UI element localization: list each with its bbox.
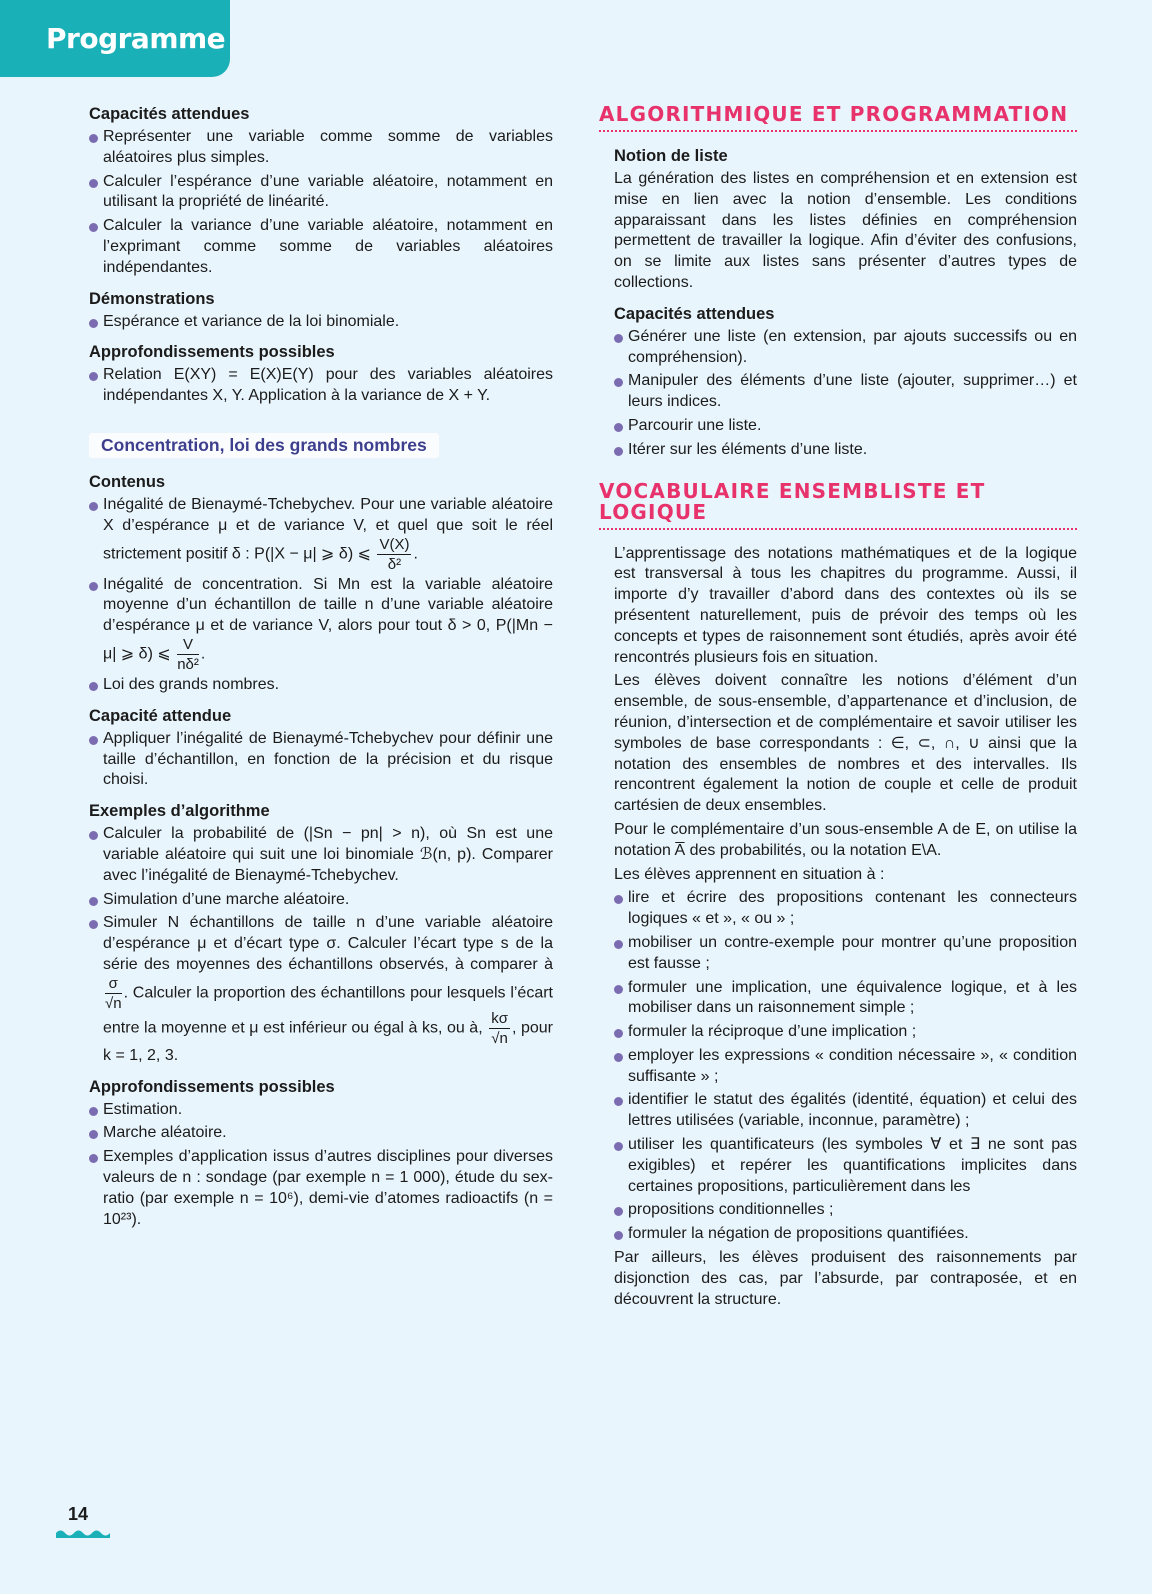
vocab-section-title: VOCABULAIRE ENSEMBLISTE ET LOGIQUE	[599, 481, 1077, 530]
approfondissements-heading: Approfondissements possibles	[89, 343, 335, 362]
contenus-heading: Contenus	[89, 472, 166, 491]
vocab-paragraph: Pour le complémentaire d’un sous-ensemble A de E, on utilise la notation A̅ des probabilités, ou la notation E\A.	[614, 820, 1077, 859]
list-item: Parcourir une liste.	[614, 416, 1077, 437]
list-item: Représenter une variable comme somme de variables aléatoires plus simples.	[89, 127, 553, 169]
list-item: mobiliser un contre-exemple pour montrer qu’une proposition est fausse ;	[614, 933, 1077, 975]
contenus-block	[89, 472, 553, 696]
vocab-list	[614, 888, 1077, 1245]
list-item: formuler la réciproque d’une implication ;	[614, 1022, 1077, 1043]
list-item: Itérer sur les éléments d’une liste.	[614, 440, 1077, 461]
list-item: Calculer la probabilité de (|Sn − pn| > n), où Sn est une variable aléatoire qui suit une loi binomiale ℬ(n, p). Comparer avec l’inégalité de Bienaymé-Tchebychev.	[89, 824, 553, 886]
fraction-numerator: V(X)	[379, 535, 410, 553]
section-tab: Programme	[0, 0, 230, 77]
concentration-text: Inégalité de concentration. Si Mn est la variable aléatoire moyenne d’un échantillon de taille n d’une variable aléatoire d’espérance μ et de variance V, alors pour tout δ > 0, P(|Mn − μ| ⩾ δ) ⩽	[103, 575, 553, 663]
capacite-attendue-heading: Capacité attendue	[89, 706, 232, 725]
fraction-denominator: √n	[105, 994, 122, 1012]
simulation-text: Simuler N échantillons de taille n d’une variable aléatoire d’espérance μ et d’écart type σ. Calculer l’écart type s de la série des moyennes des échantillons observés, à comparer à	[103, 914, 553, 973]
list-item: Calculer l’espérance d’une variable aléatoire, notamment en utilisant la propriété de linéarité.	[89, 172, 553, 214]
capacites-heading: Capacités attendues	[89, 105, 250, 123]
subsection-title: Concentration, loi des grands nombres	[89, 433, 439, 458]
fraction-numerator: V	[177, 637, 199, 655]
demonstrations-block	[89, 289, 553, 333]
list-item: identifier le statut des égalités (identité, équation) et celui des lettres utilisées (variable, inconnue, paramètre) ;	[614, 1090, 1077, 1132]
fraction-numerator: σ	[105, 976, 122, 994]
algo-section-title: ALGORITHMIQUE ET PROGRAMMATION	[599, 104, 1077, 132]
list-item: Marche aléatoire.	[89, 1123, 553, 1144]
list-item: Simulation d’une marche aléatoire.	[89, 890, 553, 911]
notion-block	[614, 146, 1077, 294]
fraction	[377, 537, 411, 572]
capacite-attendue-block	[89, 706, 553, 791]
demonstrations-heading: Démonstrations	[89, 289, 215, 308]
left-column	[89, 104, 553, 1240]
fraction	[177, 637, 199, 672]
list-item: formuler la négation de propositions quantifiées.	[614, 1224, 1077, 1245]
list-item: Inégalité de concentration. Si Mn est la variable aléatoire moyenne d’un échantillon de taille n d’une variable aléatoire d’espérance μ et de variance V, alors pour tout δ > 0, P(|Mn − μ| ⩾ δ) ⩽ $\frac{V}{\text{nδ²}}$ .	[89, 575, 553, 672]
list-item: Estimation.	[89, 1100, 553, 1121]
fraction-numerator: kσ	[491, 1009, 508, 1027]
bienayme-text: Inégalité de Bienaymé-Tchebychev. Pour une variable aléatoire X d’espérance μ et de variance V, et quel que soit le réel strictement positif δ : P(|X − μ| ⩾ δ) ⩽	[103, 495, 553, 563]
capacites-heading: Capacités attendues	[614, 304, 775, 323]
exemples-block	[89, 801, 553, 1066]
list-item: Inégalité de Bienaymé-Tchebychev. Pour une variable aléatoire X d’espérance μ et de variance V, et quel que soit le réel strictement positif δ : P(|X − μ| ⩾ δ) ⩽ $\frac{V(X)}{\text{δ²}}$ .	[89, 495, 553, 572]
vocab-paragraph: Les élèves apprennent en situation à :	[614, 865, 885, 883]
approfondissements-block-1	[89, 342, 553, 407]
capacites-block-right	[614, 304, 1077, 461]
approfondissements-block-2	[89, 1077, 553, 1231]
simulation-text: . Calculer la proportion des échantillons pour lesquels l’écart entre la moyenne et μ est inférieur ou égal à ks, ou à,	[103, 984, 553, 1037]
vocab-paragraph: L’apprentissage des notations mathématiques et de la logique est transversal à tous les chapitres du programme. Aussi, il importe d’y travailler d’abord dans des contextes où ils se présentent naturellement, puis de prévoir des temps où les concepts et types de raisonnement sont étudiés, après avoir été rencontrés plusieurs fois en situation.	[614, 544, 1077, 666]
fraction-denominator: nδ²	[177, 655, 199, 673]
list-item: Exemples d’application issus d’autres disciplines pour diverses valeurs de n : sondage (par exemple n = 1 000), étude du sex-ratio (par exemple n = 10⁶), demi-vie d’atomes radioactifs (n = 10²³).	[89, 1147, 553, 1230]
list-item: Appliquer l’inégalité de Bienaymé-Tchebychev pour définir une taille d’échantillon, en fonction de la précision et du risque choisi.	[89, 729, 553, 791]
right-column	[599, 104, 1077, 1313]
capacites-list	[89, 127, 553, 279]
fraction	[489, 1011, 510, 1046]
list-item: Espérance et variance de la loi binomiale.	[89, 312, 553, 333]
vocab-paragraph: Par ailleurs, les élèves produisent des raisonnements par disjonction des cas, par l’absurde, par contraposée, et en découvrent la structure.	[614, 1249, 1077, 1308]
list-item: Loi des grands nombres.	[89, 675, 553, 696]
list-item: lire et écrire des propositions contenant les connecteurs logiques « et », « ou » ;	[614, 888, 1077, 930]
list-item: Relation E(XY) = E(X)E(Y) pour des variables aléatoires indépendantes X, Y. Application à la variance de X + Y.	[89, 365, 553, 407]
notion-text: La génération des listes en compréhension et en extension est mise en lien avec la notion d’ensemble. Les conditions apparaissant dans les listes définies en compréhension permettent de travailler la logique. Afin d’éviter des confusions, on se limite aux listes sans présenter d’autres types de collections.	[614, 170, 1077, 291]
wave-decoration-icon	[56, 1528, 110, 1538]
capacites-block	[89, 104, 553, 279]
fraction-denominator: δ²	[387, 555, 402, 573]
list-item: utiliser les quantificateurs (les symboles ∀ et ∃ ne sont pas exigibles) et repérer les quantifications implicites dans certaines propositions, particulièrement dans les	[614, 1135, 1077, 1197]
fraction-denominator: √n	[491, 1029, 508, 1047]
notion-heading: Notion de liste	[614, 147, 728, 165]
list-item: propositions conditionnelles ;	[614, 1200, 1077, 1221]
page-number: 14	[68, 1504, 89, 1524]
vocab-paragraph: Les élèves doivent connaître les notions d’élément d’un ensemble, de sous-ensemble, d’appartenance et d’inclusion, de réunion, d’intersection et de complémentaire et savoir utiliser les symboles de base correspondants : ∈, ⊂, ∩, ∪ ainsi que la notation des ensembles de nombres et des intervalles. Ils rencontrent également la notion de couple et celle de produit cartésien de deux ensembles.	[614, 672, 1077, 815]
list-item: Calculer la variance d’une variable aléatoire, notamment en l’exprimant comme somme de variables aléatoires indépendantes.	[89, 216, 553, 278]
simulation-text: , pour k = 1, 2, 3.	[103, 1019, 553, 1064]
list-item	[89, 913, 553, 1066]
list-item: Manipuler des éléments d’une liste (ajouter, supprimer…) et leurs indices.	[614, 371, 1077, 413]
list-item: employer les expressions « condition nécessaire », « condition suffisante » ;	[614, 1046, 1077, 1088]
fraction	[105, 976, 122, 1011]
exemples-heading: Exemples d’algorithme	[89, 802, 270, 821]
list-item: Générer une liste (en extension, par ajouts successifs ou en compréhension).	[614, 327, 1077, 369]
list-item: formuler une implication, une équivalence logique, et à les mobiliser dans un raisonnement simple ;	[614, 978, 1077, 1020]
approfondissements-heading: Approfondissements possibles	[89, 1077, 335, 1096]
